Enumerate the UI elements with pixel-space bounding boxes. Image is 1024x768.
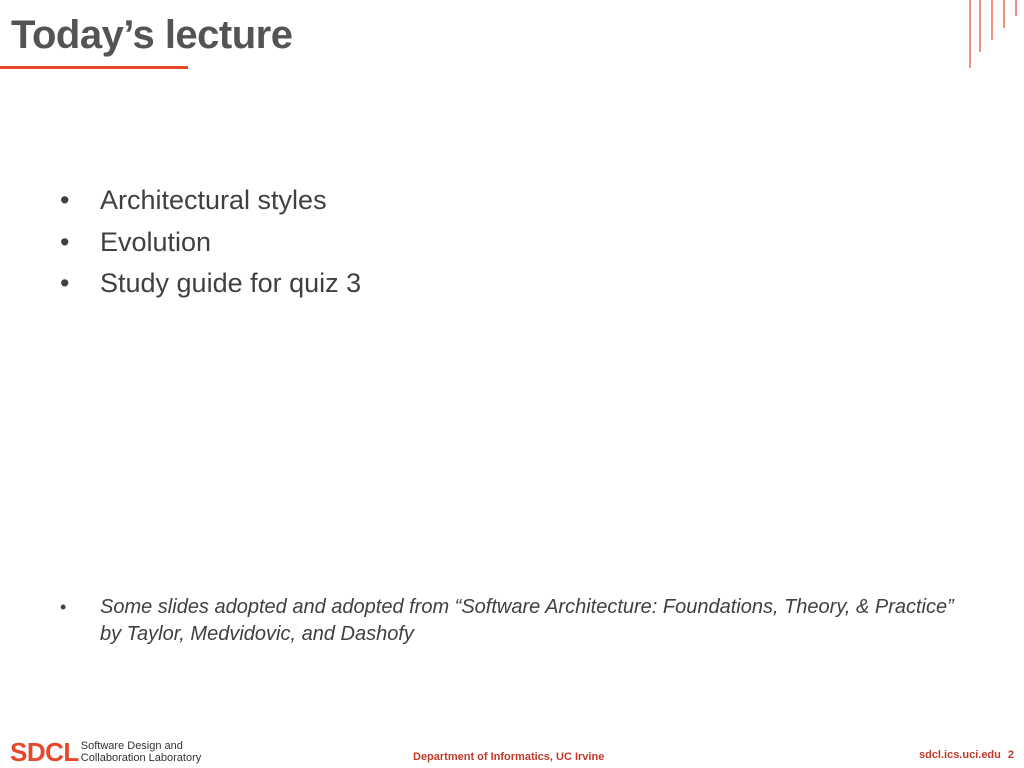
bullet-list	[60, 180, 361, 305]
logo-line-2: Collaboration Laboratory	[80, 752, 202, 764]
attribution-note	[60, 594, 960, 648]
decorative-lines	[964, 0, 1024, 70]
bullet-item: • Study guide for quiz 3	[60, 263, 361, 305]
title-underline	[0, 66, 188, 69]
footer-website: sdcl.ics.uci.edu	[918, 749, 1001, 761]
footer-right	[919, 749, 1014, 761]
page-number: 2	[1007, 749, 1014, 761]
sdcl-logo	[10, 738, 201, 766]
logo-text	[81, 740, 201, 764]
bullet-item: • Evolution	[60, 222, 361, 264]
logo-line-1: Software Design and	[80, 740, 183, 752]
attribution-text: • Some slides adopted and adopted from “Software Architecture: Foundations, Theory, & Practice” by Taylor, Medvidovic, and Dashofy	[60, 594, 960, 648]
footer-department: Department of Informatics, UC Irvine	[413, 751, 605, 763]
logo-mark: SDCL	[10, 737, 79, 767]
bullet-item: • Architectural styles	[60, 180, 361, 222]
slide-title: Today’s lecture	[11, 13, 293, 57]
